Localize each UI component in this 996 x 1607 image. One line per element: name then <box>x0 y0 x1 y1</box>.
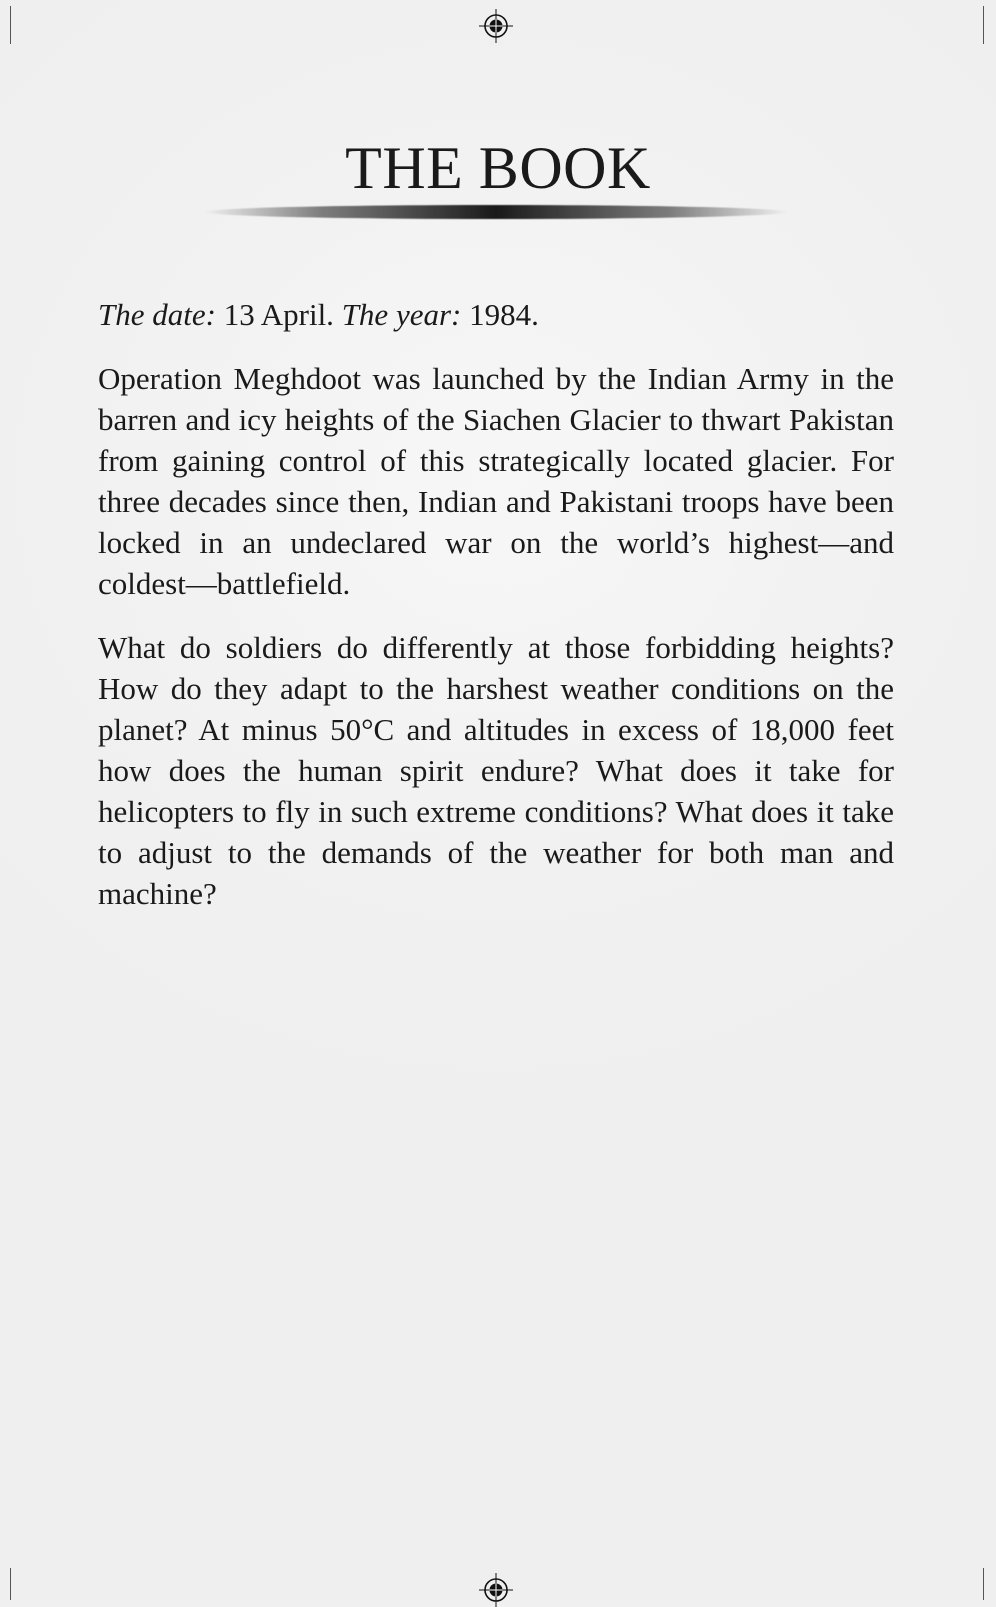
paragraph-questions: What do soldiers do differently at those forbidding heights? How do they adapt to the harshest weather conditions on the planet? At minus 50°C and altitudes in excess of 18,000 feet how does the human spirit endure? What does it take for helicopters to fly in such extreme conditions? What does it take to adjust to the demands of the weather for both man and machine? <box>98 630 894 911</box>
crop-mark-bottom-right <box>983 1568 984 1600</box>
year-value: 1984. <box>461 297 539 332</box>
crop-mark-top-left <box>10 6 11 44</box>
crop-mark-bottom-left <box>10 1568 11 1600</box>
date-label: The date: <box>98 297 216 332</box>
registration-target-icon <box>479 9 513 43</box>
page-title: THE BOOK <box>345 135 651 201</box>
registration-target-icon <box>479 1573 513 1607</box>
crop-mark-top-right <box>983 6 984 44</box>
year-label: The year: <box>341 297 462 332</box>
date-line <box>98 294 894 335</box>
paragraph-operation-meghdoot: Operation Meghdoot was launched by the Indian Army in the barren and icy heights of the Siachen Glacier to thwart Pakistan from gaining control of this strategically located glacier. For three decades since then, Indian and Pakistani troops have been locked in an undeclared war on the world’s highest—and coldest—battlefield. <box>98 361 894 601</box>
date-value: 13 April. <box>215 297 342 332</box>
title-underline-rule <box>204 205 788 219</box>
